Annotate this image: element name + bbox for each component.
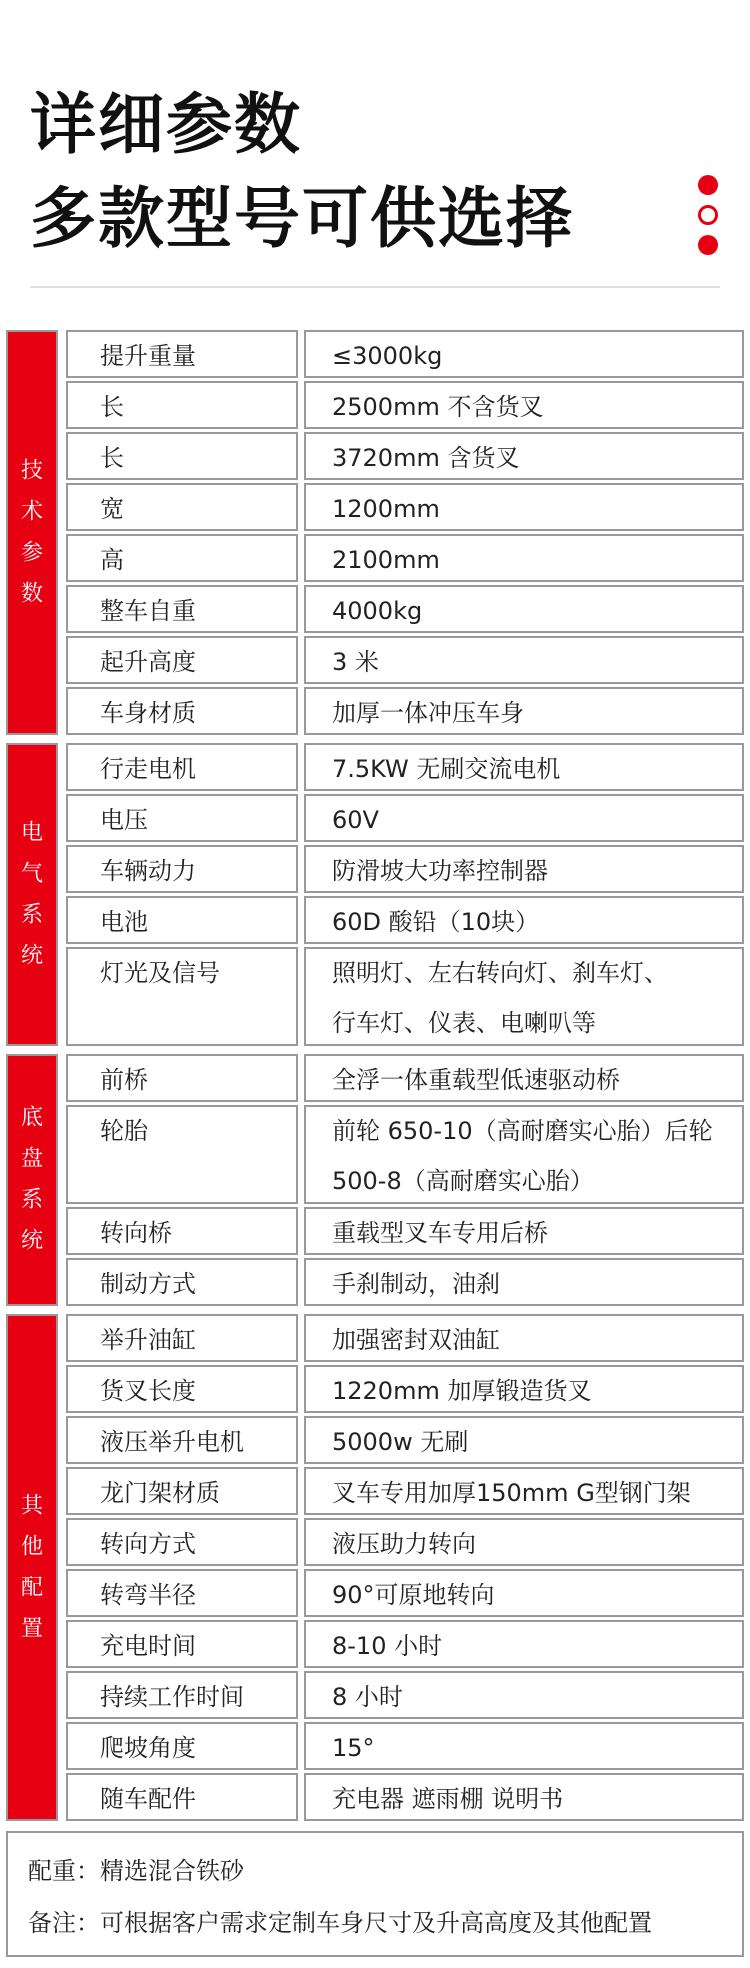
spec-label: 货叉长度 [100, 1377, 196, 1405]
spec-row [66, 483, 744, 531]
spec-label: 随车配件 [100, 1785, 196, 1813]
page-subtitle: 多款型号可供选择 [30, 180, 574, 257]
spec-value: 2500mm 不含货叉 [332, 393, 544, 421]
spec-row [66, 1258, 744, 1306]
spec-label-cell [66, 1258, 298, 1306]
spec-label-cell [66, 330, 298, 378]
spec-row [66, 794, 744, 842]
spec-value-cell [304, 330, 744, 378]
spec-row [66, 330, 744, 378]
spec-row [66, 636, 744, 684]
spec-value: 1200mm [332, 495, 440, 523]
spec-value: 8-10 小时 [332, 1632, 443, 1660]
spec-value-cell [304, 1773, 744, 1821]
spec-value-cell [304, 1416, 744, 1464]
category-char: 统 [20, 943, 43, 968]
dot-hollow-icon [698, 205, 718, 225]
spec-value: 加强密封双油缸 [332, 1326, 500, 1354]
category-char: 他 [20, 1534, 43, 1559]
spec-value: 7.5KW 无刷交流电机 [332, 755, 561, 783]
header-divider [30, 286, 720, 288]
spec-value-line: 行车灯、仪表、电喇叭等 [332, 1009, 596, 1037]
spec-label-cell [66, 1671, 298, 1719]
spec-label-cell [66, 1722, 298, 1770]
spec-label-cell [66, 947, 298, 1046]
counterweight-note: 配重：精选混合铁砂 [28, 1857, 244, 1885]
remark-note: 备注：可根据客户需求定制车身尺寸及升高高度及其他配置 [28, 1909, 652, 1937]
spec-row [66, 1620, 744, 1668]
spec-label: 轮胎 [100, 1117, 148, 1145]
category-char: 参 [20, 540, 43, 565]
spec-label: 宽 [100, 495, 124, 523]
spec-label-cell [66, 1569, 298, 1617]
spec-value-cell [304, 1671, 744, 1719]
spec-row [66, 1416, 744, 1464]
category-char: 底 [20, 1105, 43, 1131]
spec-value-cell [304, 1467, 744, 1515]
spec-label: 制动方式 [100, 1270, 196, 1298]
spec-value: ≤3000kg [332, 342, 443, 370]
spec-value: 3720mm 含货叉 [332, 444, 520, 472]
spec-label: 提升重量 [100, 342, 196, 370]
spec-label-cell [66, 1365, 298, 1413]
dot-filled-icon [698, 235, 718, 255]
spec-value: 60V [332, 806, 379, 834]
spec-value-cell [304, 687, 744, 735]
spec-label-cell [66, 1620, 298, 1668]
spec-value: 重载型叉车专用后桥 [332, 1219, 548, 1247]
spec-label-cell [66, 1467, 298, 1515]
spec-value-cell [304, 845, 744, 893]
spec-label-cell [66, 1518, 298, 1566]
notes-box [6, 1831, 744, 1957]
spec-label-cell [66, 432, 298, 480]
spec-label: 长 [100, 393, 124, 421]
category-char: 置 [20, 1616, 43, 1641]
spec-row [66, 432, 744, 480]
spec-label: 液压举升电机 [100, 1428, 244, 1456]
spec-row [66, 1207, 744, 1255]
category-char: 配 [20, 1575, 43, 1600]
spec-value-cell [304, 1207, 744, 1255]
spec-label: 高 [100, 546, 124, 574]
category-label [6, 1054, 58, 1306]
category-text [8, 1093, 56, 1268]
spec-row [66, 687, 744, 735]
spec-value: 2100mm [332, 546, 440, 574]
spec-value-cell [304, 432, 744, 480]
spec-value-cell [304, 1620, 744, 1668]
spec-label: 车辆动力 [100, 857, 196, 885]
spec-label-cell [66, 1207, 298, 1255]
spec-value-cell [304, 585, 744, 633]
spec-row [66, 381, 744, 429]
category-text [8, 807, 56, 982]
spec-label: 龙门架材质 [100, 1479, 220, 1507]
spec-value-cell [304, 1569, 744, 1617]
spec-value-cell [304, 1258, 744, 1306]
spec-value-cell [304, 794, 744, 842]
spec-value: 90°可原地转向 [332, 1581, 495, 1609]
page-title: 详细参数 [30, 86, 302, 163]
spec-label-cell [66, 636, 298, 684]
category-char: 电 [20, 820, 43, 845]
spec-group [6, 743, 744, 1049]
spec-label-cell [66, 1773, 298, 1821]
spec-row [66, 743, 744, 791]
spec-row [66, 534, 744, 582]
spec-row [66, 1773, 744, 1821]
spec-label-cell [66, 1105, 298, 1204]
spec-value-cell [304, 1365, 744, 1413]
spec-value-line: 500-8（高耐磨实心胎） [332, 1167, 594, 1195]
category-char: 系 [20, 902, 43, 927]
spec-group [6, 330, 744, 738]
decorative-dots-icon [698, 175, 718, 265]
spec-value: 防滑坡大功率控制器 [332, 857, 548, 885]
spec-label-cell [66, 896, 298, 944]
spec-label: 转向桥 [100, 1219, 172, 1247]
category-char: 系 [20, 1187, 43, 1213]
category-text [8, 445, 56, 620]
category-char: 其 [20, 1493, 43, 1518]
spec-label: 电压 [100, 806, 148, 834]
category-char: 气 [20, 861, 43, 886]
spec-value-cell [304, 743, 744, 791]
page-header [0, 0, 750, 300]
spec-value: 60D 酸铅（10块） [332, 908, 540, 936]
spec-group [6, 1314, 744, 1824]
category-label [6, 1314, 58, 1821]
spec-label-cell [66, 1054, 298, 1102]
spec-label: 起升高度 [100, 648, 196, 676]
spec-group [6, 1054, 744, 1309]
dot-filled-icon [698, 175, 718, 195]
spec-label-cell [66, 585, 298, 633]
spec-value: 1220mm 加厚锻造货叉 [332, 1377, 592, 1405]
spec-label: 整车自重 [100, 597, 196, 625]
spec-value-cell [304, 636, 744, 684]
spec-label: 充电时间 [100, 1632, 196, 1660]
spec-label-cell [66, 794, 298, 842]
spec-value-line: 照明灯、左右转向灯、刹车灯、 [332, 959, 668, 987]
spec-label-cell [66, 845, 298, 893]
spec-value: 15° [332, 1734, 375, 1762]
spec-value-cell [304, 483, 744, 531]
spec-row [66, 1105, 744, 1204]
category-char: 统 [20, 1228, 43, 1254]
spec-value: 5000w 无刷 [332, 1428, 469, 1456]
spec-label-cell [66, 687, 298, 735]
spec-value: 全浮一体重载型低速驱动桥 [332, 1066, 620, 1094]
spec-value-cell [304, 534, 744, 582]
spec-label: 灯光及信号 [100, 959, 220, 987]
spec-label: 爬坡角度 [100, 1734, 196, 1762]
spec-label: 电池 [100, 908, 148, 936]
spec-value: 手刹制动，油刹 [332, 1270, 500, 1298]
spec-label: 前桥 [100, 1066, 148, 1094]
spec-row [66, 845, 744, 893]
spec-row [66, 1671, 744, 1719]
spec-row [66, 1054, 744, 1102]
spec-value: 加厚一体冲压车身 [332, 699, 524, 727]
spec-value-cell [304, 1054, 744, 1102]
spec-label: 转弯半径 [100, 1581, 196, 1609]
spec-label-cell [66, 1314, 298, 1362]
spec-value-cell [304, 896, 744, 944]
category-char: 技 [20, 458, 43, 483]
spec-row [66, 1365, 744, 1413]
spec-label: 长 [100, 444, 124, 472]
spec-value: 充电器 遮雨棚 说明书 [332, 1785, 564, 1813]
spec-value: 4000kg [332, 597, 423, 625]
spec-value: 3 米 [332, 648, 379, 676]
spec-value-cell [304, 1314, 744, 1362]
category-text [8, 1480, 56, 1655]
spec-value-line: 前轮 650-10（高耐磨实心胎）后轮 [332, 1117, 713, 1145]
spec-value-cell [304, 947, 744, 1046]
spec-label: 车身材质 [100, 699, 196, 727]
spec-value-cell [304, 381, 744, 429]
spec-label: 举升油缸 [100, 1326, 196, 1354]
spec-label-cell [66, 381, 298, 429]
spec-label-cell [66, 1416, 298, 1464]
spec-row [66, 1467, 744, 1515]
spec-table [6, 330, 744, 1957]
category-char: 数 [20, 581, 43, 606]
category-label [6, 330, 58, 735]
spec-row [66, 896, 744, 944]
spec-row [66, 947, 744, 1046]
category-char: 术 [20, 499, 43, 524]
spec-row [66, 585, 744, 633]
spec-label-cell [66, 534, 298, 582]
spec-row [66, 1569, 744, 1617]
spec-value-cell [304, 1105, 744, 1204]
spec-label-cell [66, 483, 298, 531]
spec-value-cell [304, 1518, 744, 1566]
spec-value: 叉车专用加厚150mm G型钢门架 [332, 1479, 691, 1507]
spec-value: 液压助力转向 [332, 1530, 476, 1558]
spec-value: 8 小时 [332, 1683, 403, 1711]
category-label [6, 743, 58, 1046]
spec-label-cell [66, 743, 298, 791]
spec-row [66, 1722, 744, 1770]
spec-label: 行走电机 [100, 755, 196, 783]
spec-label: 转向方式 [100, 1530, 196, 1558]
spec-row [66, 1314, 744, 1362]
spec-row [66, 1518, 744, 1566]
spec-value-cell [304, 1722, 744, 1770]
spec-label: 持续工作时间 [100, 1683, 244, 1711]
category-char: 盘 [20, 1146, 43, 1172]
